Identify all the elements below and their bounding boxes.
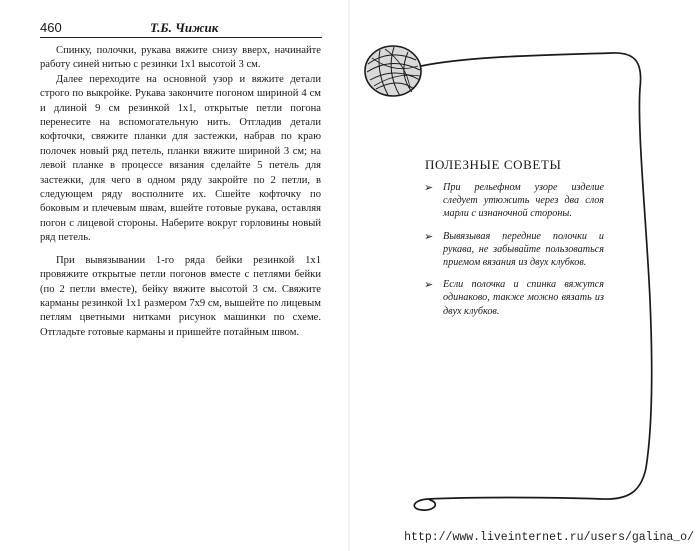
running-head: Т.Б. Чижик [150,20,219,35]
tip-text: При рельефном узоре изделие следует утюжить через два слоя марли с изнаночной стороны. [443,182,604,220]
footer-url[interactable]: http://www.liveinternet.ru/users/galina_o/ [404,531,694,544]
paragraph: Далее переходите на основной узор и вяжите детали строго по выкройке. Рукава закончите погоном шириной 4 см и длиной 9 см резинкой 1х1, открытые петли погона перенесите на вспомогательную нить. Отгладив детали кофточки, свяжите планки для застежки, набрав по краю полочек новый ряд петель, планки вяжите шириной 3 см; на левой планке в процессе вязания сделайте 5 петель для застежки, для чего в одном ряду закройте по 2 петли, в следующем ряду восполните их. Сшейте кофточку по боковым и плечевым швам, вшейте готовые рукава, оставляя погон с лицевой стороны. Наберите вокруг горловины новый ряд петель. [40,73,321,244]
page-number: 460 [40,20,62,35]
arrow-bullet-icon: ➢ [424,278,434,292]
arrow-bullet-icon: ➢ [424,229,434,243]
list-item [424,181,604,221]
arrow-bullet-icon: ➢ [424,181,434,194]
header-rule [40,37,322,38]
paragraph: Спинку, полочки, рукава вяжите снизу вверх, начинайте работу синей нитью с резинки 1х1 высотой 3 см. [40,45,321,71]
paragraph: При вывязывании 1-го ряда бейки резинкой 1х1 провяжите открытые петли погонов вместе с петлями бейки (по 2 петли вместе), бейку вяжите высотой 3 см. Свяжите карманы резинкой 1х1 размером 7х9 см, вышейте по лицевым петлям цветными нитками рисунок машинки по схеме. Отгладьте готовые карманы и пришейте потайным швом. [40,254,321,338]
body-text [40,44,321,340]
right-page [350,0,700,551]
list-item [424,230,604,270]
tips-list [424,181,604,327]
tip-text: Если полочка и спинка вяжутся одинаково, также можно вязать из двух клубков. [443,279,604,317]
list-item [424,278,604,318]
yarn-ball-icon [365,46,421,96]
tips-title: ПОЛЕЗНЫЕ СОВЕТЫ [425,157,562,172]
tip-text: Вывязывая передние полочки и рукава, не забывайте пользоваться приемом вязания из двух клубков. [443,230,604,269]
